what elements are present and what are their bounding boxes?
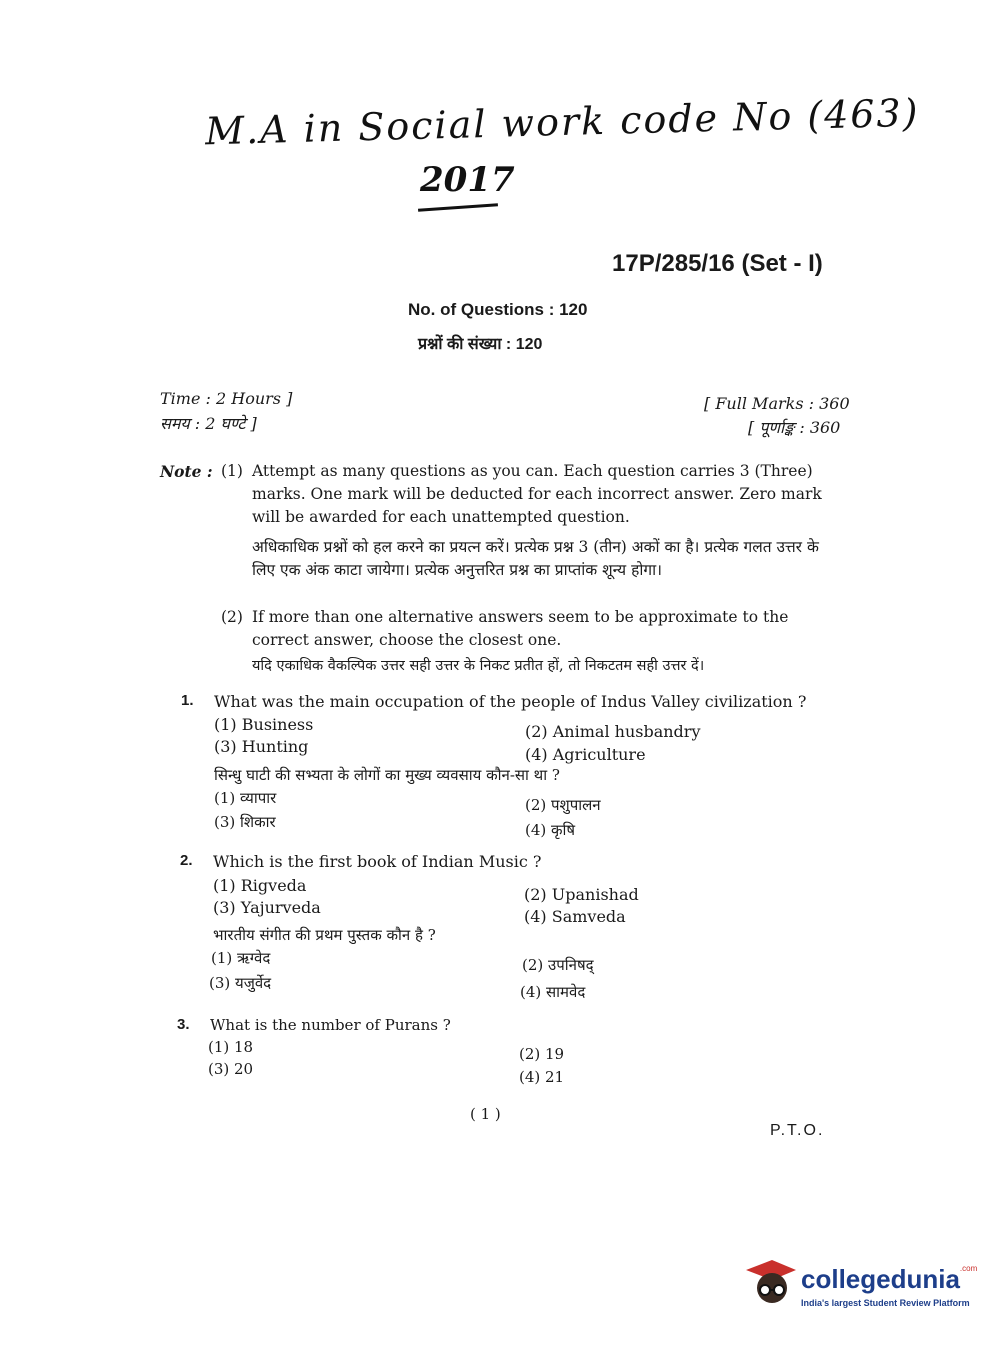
num-questions-en: No. of Questions : 120: [408, 300, 588, 319]
mascot-logo: [742, 1250, 798, 1306]
q1-option-3-en: (3) Hunting: [214, 737, 309, 756]
full-marks-en: [ Full Marks : 360: [704, 394, 850, 413]
time-en: Time : 2 Hours ]: [160, 389, 293, 408]
q2-text-hi: भारतीय संगीत की प्रथम पुस्तक कौन है ?: [213, 926, 436, 944]
q1-option-3-hi: (3) शिकार: [214, 813, 276, 831]
year-underline: [418, 203, 498, 212]
brand-name: [801, 1264, 977, 1295]
q1-option-1-hi: (1) व्यापार: [214, 789, 277, 807]
note-item-1-hi: अधिकाधिक प्रश्नों को हल करने का प्रयत्न करें। प्रत्येक प्रश्न 3 (तीन) अकों का है। प्रत्येक गलत उत्तर के लिए एक अंक काटा जायेगा। प्रत्येक अनुत्तरित प्रश्न का प्राप्तांक शून्य होगा।: [252, 538, 819, 579]
q2-option-3-en: (3) Yajurveda: [213, 898, 321, 917]
paper-code: 17P/285/16 (Set - I): [612, 250, 823, 277]
note-item-2-hi: यदि एकाधिक वैकल्पिक उत्तर सही उत्तर के निकट प्रतीत हों, तो निकटतम सही उत्तर दें।: [252, 658, 705, 674]
q1-option-4-hi: (4) कृषि: [525, 821, 576, 839]
q3-number: 3.: [177, 1016, 190, 1033]
time-hi: समय : 2 घण्टे ]: [160, 414, 257, 433]
note-item-2-num: (2): [221, 608, 243, 626]
pto-label: P.T.O.: [770, 1122, 825, 1139]
brand-tagline: India's largest Student Review Platform: [801, 1298, 970, 1308]
brand-suffix: .com: [959, 1264, 978, 1273]
q1-text-hi: सिन्धु घाटी की सभ्यता के लोगों का मुख्य व्यवसाय कौन-सा था ?: [214, 766, 560, 784]
q2-option-2-en: (2) Upanishad: [524, 885, 639, 904]
q2-option-3-hi: (3) यजुर्वेद: [209, 974, 272, 992]
q3-option-2-en: (2) 19: [519, 1045, 565, 1063]
q1-option-1-en: (1) Business: [214, 715, 314, 734]
note-item-1-num: (1): [221, 462, 243, 480]
q1-number: 1.: [181, 692, 194, 709]
q2-option-1-hi: (1) ऋग्वेद: [211, 949, 271, 967]
q2-option-2-hi: (2) उपनिषद्: [522, 956, 594, 974]
handwritten-title: M.A in Social work code No (463): [204, 90, 921, 154]
note-item-2-en: If more than one alternative answers seem to be approximate to the correct answer, choose the closest one.: [252, 608, 789, 649]
q1-option-2-en: (2) Animal husbandry: [525, 722, 701, 741]
q2-option-4-en: (4) Samveda: [524, 907, 626, 926]
q2-option-4-hi: (4) सामवेद: [520, 983, 586, 1001]
q1-option-2-hi: (2) पशुपालन: [525, 796, 601, 814]
q1-text-en: What was the main occupation of the people of Indus Valley civilization ?: [214, 692, 807, 711]
note-item-1-en: Attempt as many questions as you can. Each question carries 3 (Three) marks. One mark will be deducted for each incorrect answer. Zero mark will be awarded for each unattempted question.: [252, 462, 822, 526]
handwritten-year: 2017: [420, 160, 515, 200]
brand-name-text: collegedunia: [801, 1264, 960, 1294]
q3-option-3-en: (3) 20: [208, 1060, 254, 1078]
q3-option-4-en: (4) 21: [519, 1068, 565, 1086]
q3-option-1-en: (1) 18: [208, 1038, 254, 1056]
page-number: ( 1 ): [470, 1105, 501, 1123]
q2-text-en: Which is the first book of Indian Music ?: [213, 852, 542, 871]
q2-option-1-en: (1) Rigveda: [213, 876, 307, 895]
q1-option-4-en: (4) Agriculture: [525, 745, 646, 764]
full-marks-hi: [ पूर्णाङ्क : 360: [748, 418, 841, 437]
q2-number: 2.: [180, 852, 193, 869]
note-label: Note :: [160, 462, 213, 481]
q3-text-en: What is the number of Purans ?: [210, 1016, 451, 1034]
mascot-icon: [742, 1250, 798, 1306]
num-questions-hi: प्रश्नों की संख्या : 120: [418, 336, 543, 353]
